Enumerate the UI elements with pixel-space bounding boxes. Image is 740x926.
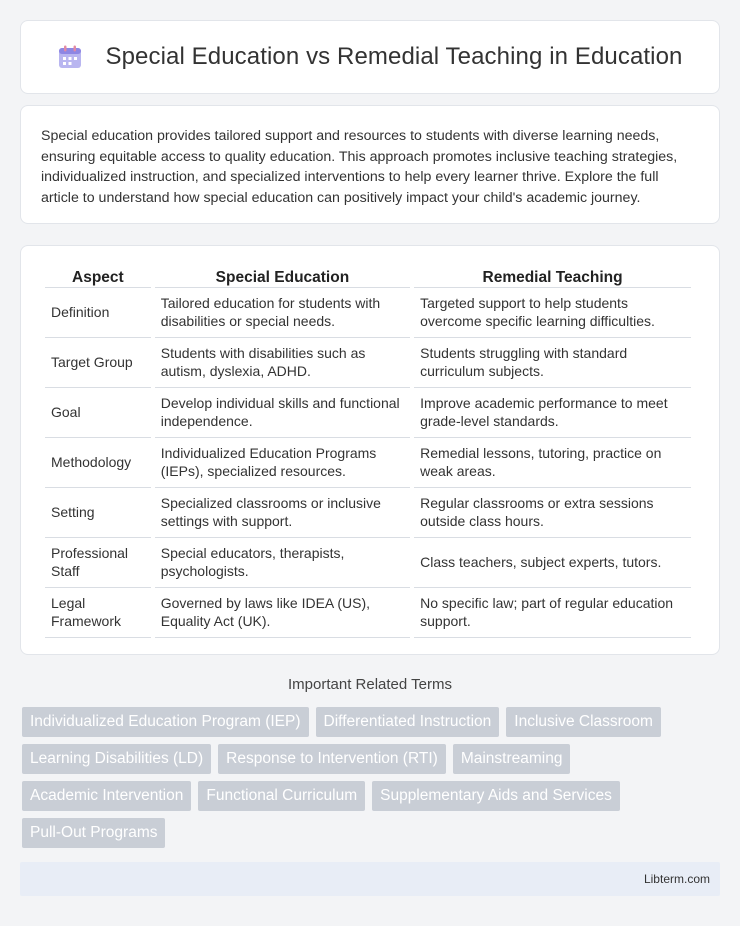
row-remedial: Remedial lessons, tutoring, practice on weak areas.	[414, 438, 691, 488]
row-aspect: Legal Framework	[45, 588, 151, 638]
related-terms-title: Important Related Terms	[288, 676, 452, 693]
header-card	[20, 20, 720, 94]
row-remedial: Targeted support to help students overcome specific learning difficulties.	[414, 288, 691, 338]
table-row	[45, 338, 691, 388]
row-remedial: Class teachers, subject experts, tutors.	[414, 538, 691, 588]
related-terms-list	[22, 707, 722, 855]
comparison-table	[41, 264, 695, 638]
row-aspect: Setting	[45, 488, 151, 538]
related-term-tag[interactable]: Response to Intervention (RTI)	[218, 744, 446, 774]
table-row	[45, 488, 691, 538]
row-aspect: Professional Staff	[45, 538, 151, 588]
related-term-tag[interactable]: Functional Curriculum	[198, 781, 365, 811]
related-term-tag[interactable]: Individualized Education Program (IEP)	[22, 707, 309, 737]
footer	[20, 862, 720, 896]
page-title: Special Education vs Remedial Teaching in Education	[105, 43, 683, 70]
table-row	[45, 588, 691, 638]
row-special: Tailored education for students with disabilities or special needs.	[155, 288, 410, 338]
row-special: Special educators, therapists, psychologists.	[155, 538, 410, 588]
table-header-row	[45, 264, 691, 288]
related-term-tag[interactable]: Supplementary Aids and Services	[372, 781, 620, 811]
row-aspect: Target Group	[45, 338, 151, 388]
row-aspect: Definition	[45, 288, 151, 338]
row-special: Individualized Education Programs (IEPs), specialized resources.	[155, 438, 410, 488]
row-remedial: Students struggling with standard curriculum subjects.	[414, 338, 691, 388]
table-row	[45, 438, 691, 488]
intro-text: Special education provides tailored support and resources to students with diverse learning needs, ensuring equitable access to quality education. This approach promotes inclusive teaching strategies, individualized instruction, and specialized interventions to help every learner thrive. Explore the full article to understand how special education can positively impact your child's academic journey.	[41, 128, 678, 206]
header-special-education: Special Education	[155, 264, 410, 288]
row-aspect: Goal	[45, 388, 151, 438]
table-row	[45, 538, 691, 588]
intro-card	[20, 105, 720, 224]
table-row	[45, 388, 691, 438]
row-special: Develop individual skills and functional independence.	[155, 388, 410, 438]
comparison-table-card	[20, 245, 720, 655]
related-term-tag[interactable]: Differentiated Instruction	[316, 707, 500, 737]
row-special: Specialized classrooms or inclusive settings with support.	[155, 488, 410, 538]
related-term-tag[interactable]: Academic Intervention	[22, 781, 191, 811]
row-aspect: Methodology	[45, 438, 151, 488]
header-remedial-teaching: Remedial Teaching	[414, 264, 691, 288]
row-remedial: Regular classrooms or extra sessions outside class hours.	[414, 488, 691, 538]
row-remedial: No specific law; part of regular education support.	[414, 588, 691, 638]
footer-site-link[interactable]: Libterm.com	[643, 872, 710, 886]
related-term-tag[interactable]: Pull-Out Programs	[22, 818, 165, 848]
table-row	[45, 288, 691, 338]
row-remedial: Improve academic performance to meet grade-level standards.	[414, 388, 691, 438]
header-aspect: Aspect	[45, 264, 151, 288]
related-term-tag[interactable]: Learning Disabilities (LD)	[22, 744, 211, 774]
row-special: Students with disabilities such as autism, dyslexia, ADHD.	[155, 338, 410, 388]
related-term-tag[interactable]: Mainstreaming	[453, 744, 571, 774]
calendar-icon	[57, 44, 83, 70]
row-special: Governed by laws like IDEA (US), Equality Act (UK).	[155, 588, 410, 638]
related-term-tag[interactable]: Inclusive Classroom	[506, 707, 661, 737]
